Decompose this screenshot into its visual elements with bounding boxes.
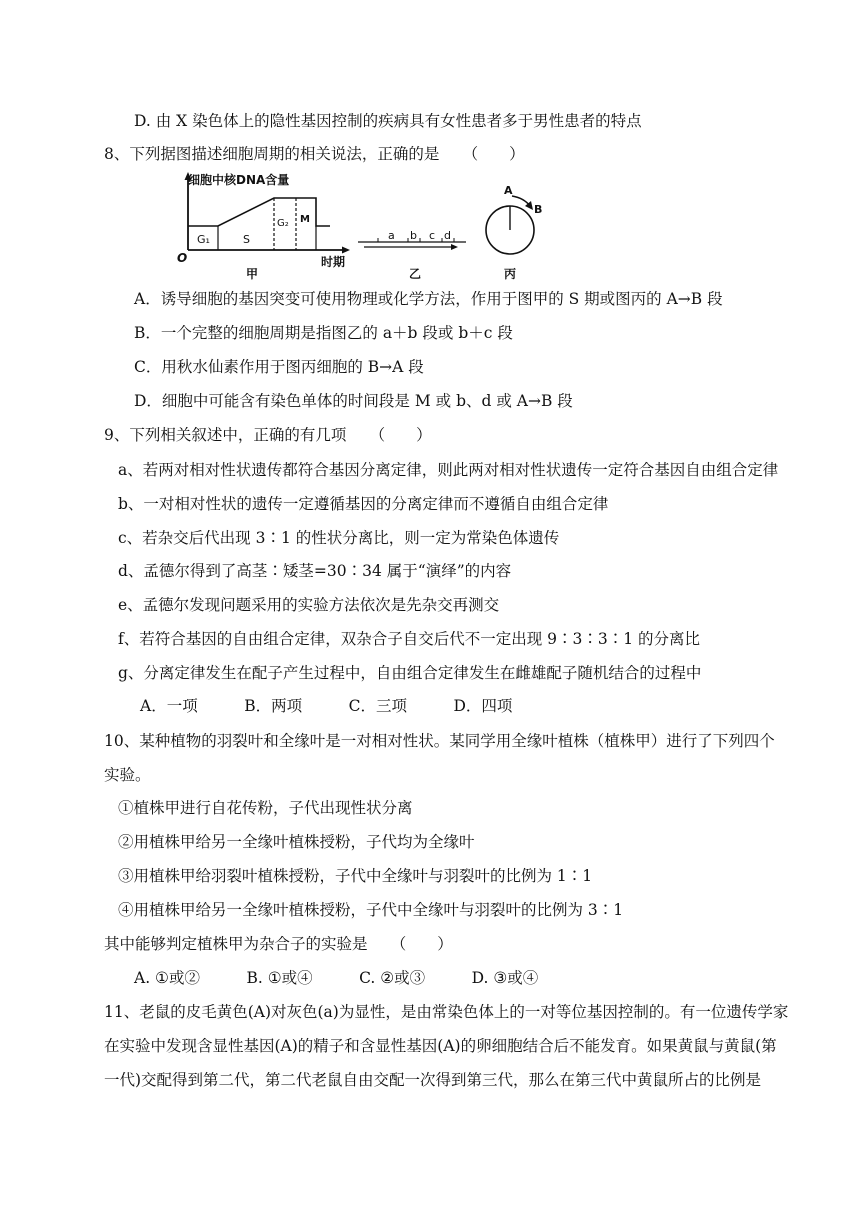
q9-item-d: d、孟德尔得到了高茎∶矮茎=30∶34 属于“演绎”的内容 [118, 562, 512, 580]
graph-bing [486, 184, 542, 281]
jia-phase-g1: G₁ [197, 233, 210, 246]
bing-point-a: A [504, 184, 513, 197]
q11-stem-line1: 11、老鼠的皮毛黄色(A)对灰色(a)为显性，是由常染色体上的一对等位基因控制的。有一位遗传学家 [104, 1003, 789, 1021]
q10-experiment-2: ②用植株甲给另一全缘叶植株授粉，子代均为全缘叶 [118, 833, 475, 851]
jia-phase-s: S [243, 233, 250, 246]
q8-option-d: D．细胞中可能含有染色单体的时间段是 M 或 b、d 或 A→B 段 [134, 392, 573, 410]
q10-experiment-4: ④用植株甲给另一全缘叶植株授粉，子代中全缘叶与羽裂叶的比例为 3∶1 [118, 901, 624, 919]
jia-origin: O [177, 251, 188, 265]
q9-item-f: f、若符合基因的自由组合定律，双杂合子自交后代不一定出现 9∶3∶3∶1 的分离比 [118, 630, 701, 648]
jia-caption: 甲 [246, 267, 259, 281]
q9-item-e: e、孟德尔发现问题采用的实验方法依次是先杂交再测交 [118, 596, 500, 614]
cell-cycle-figure-svg [176, 168, 572, 282]
cell-cycle-figure [176, 168, 572, 282]
q11-stem-line3: 一代)交配得到第二代，第二代老鼠自由交配一次得到第三代，那么在第三代中黄鼠所占的比例是 [104, 1071, 762, 1089]
q10-question: 其中能够判定植株甲为杂合子的实验是 （ ） [104, 935, 453, 953]
q10-experiment-3: ③用植株甲给羽裂叶植株授粉，子代中全缘叶与羽裂叶的比例为 1∶1 [118, 867, 593, 885]
yi-point-c: c [429, 229, 436, 242]
yi-caption: 乙 [409, 267, 422, 281]
q10-stem-line2: 实验。 [104, 766, 151, 784]
q10-stem-line1: 10、某种植物的羽裂叶和全缘叶是一对相对性状。某同学用全缘叶植株（植株甲）进行了下列四个 [104, 732, 775, 750]
q8-option-c: C．用秋水仙素作用于图丙细胞的 B→A 段 [134, 358, 424, 376]
q10-experiment-1: ①植株甲进行自花传粉，子代出现性状分离 [118, 799, 413, 817]
q9-stem: 9、下列相关叙述中，正确的有几项 （ ） [104, 426, 432, 444]
q8-option-b: B．一个完整的细胞周期是指图乙的 a＋b 段或 b＋c 段 [134, 324, 513, 342]
q9-item-b: b、一对相对性状的遗传一定遵循基因的分离定律而不遵循自由组合定律 [118, 495, 609, 513]
yi-point-d: d [444, 229, 451, 242]
q9-options: A．一项 B．两项 C．三项 D．四项 [140, 697, 513, 715]
bing-point-b: B [534, 203, 543, 216]
q8-stem: 8、下列据图描述细胞周期的相关说法，正确的是 （ ） [104, 145, 525, 163]
yi-point-a: a [388, 229, 395, 242]
q11-stem-line2: 在实验中发现含显性基因(A)的精子和含显性基因(A)的卵细胞结合后不能发育。如果黄鼠与黄鼠(第 [104, 1037, 777, 1055]
q9-item-c: c、若杂交后代出现 3∶1 的性状分离比，则一定为常染色体遗传 [118, 529, 560, 547]
q10-options: A. ①或② B. ①或④ C. ②或③ D. ③或④ [134, 969, 539, 987]
graph-yi [358, 229, 466, 281]
jia-phase-g2: G₂ [277, 218, 289, 229]
q7-option-d: D. 由 X 染色体上的隐性基因控制的疾病具有女性患者多于男性患者的特点 [134, 112, 642, 130]
jia-phase-m: M [300, 214, 310, 225]
jia-y-label: 细胞中核DNA含量 [188, 173, 290, 187]
yi-point-b: b [410, 229, 417, 242]
graph-jia [177, 172, 350, 281]
q9-item-a: a、若两对相对性状遗传都符合基因分离定律，则此两对相对性状遗传一定符合基因自由组合定律 [118, 461, 779, 479]
q8-option-a: A．诱导细胞的基因突变可使用物理或化学方法，作用于图甲的 S 期或图丙的 A→B 段 [134, 290, 723, 308]
q9-item-g: g、分离定律发生在配子产生过程中，自由组合定律发生在雌雄配子随机结合的过程中 [118, 664, 702, 682]
jia-x-label: 时期 [321, 255, 346, 269]
bing-caption: 丙 [504, 267, 517, 281]
